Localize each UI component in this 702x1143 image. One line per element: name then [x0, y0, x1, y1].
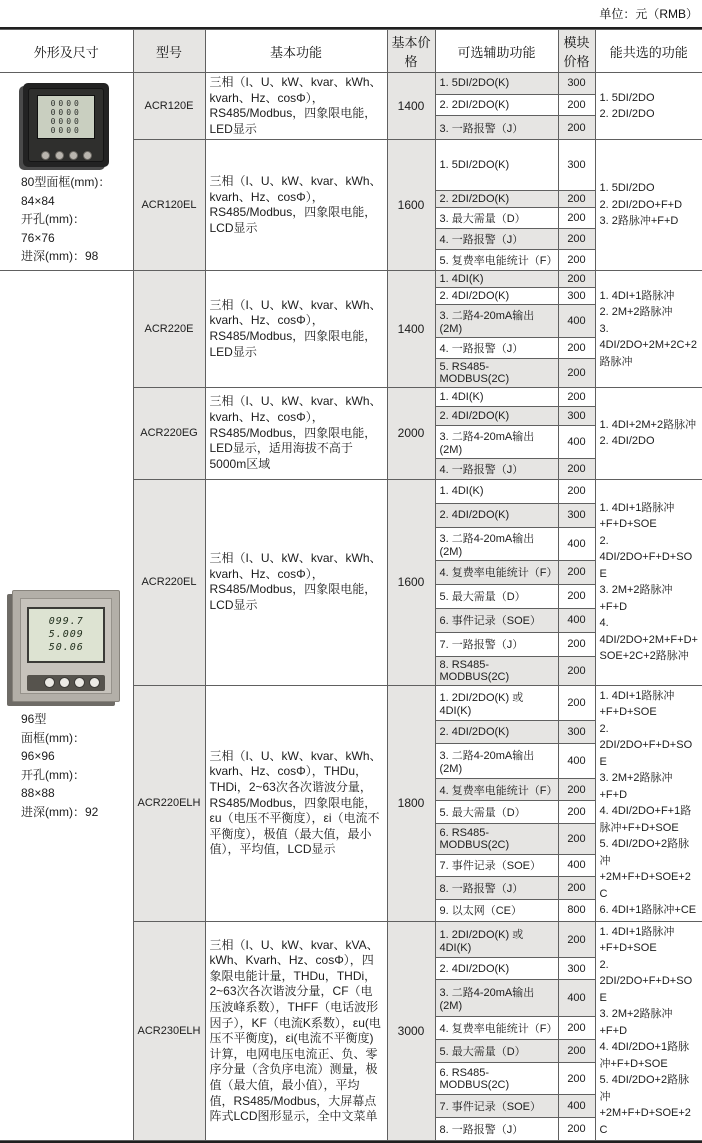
aux-price-cell: 200 [558, 632, 595, 656]
column-header: 能共选的功能 [595, 30, 702, 73]
basic-function-cell: 三相（I、U、kW、kvar、kWh、kvarh、Hz、cosΦ），RS485/Modbus，四象限电能，LED显示 [205, 73, 387, 140]
basic-price-cell: 1600 [387, 479, 435, 685]
aux-price-cell: 200 [558, 1063, 595, 1095]
meter-display [37, 95, 95, 139]
aux-function-cell: 2. 2DI/2DO(K) [435, 94, 558, 116]
aux-price-cell: 300 [558, 140, 595, 191]
aux-price-cell: 200 [558, 207, 595, 228]
meter-button [69, 151, 78, 160]
aux-price-cell: 200 [558, 778, 595, 800]
shared-functions-cell [595, 387, 702, 479]
aux-price-cell: 200 [558, 270, 595, 287]
aux-price-cell: 200 [558, 479, 595, 503]
model-cell: ACR120EL [133, 140, 205, 271]
aux-price-cell: 400 [558, 980, 595, 1016]
dimension-line: 开孔(mm)： [21, 767, 85, 782]
aux-function-cell: 3. 二路4-20mA输出(2M) [435, 527, 558, 560]
column-header: 模块价格 [558, 30, 595, 73]
aux-price-cell: 200 [558, 358, 595, 387]
aux-price-cell: 200 [558, 387, 595, 406]
shared-function-item: 1. 4DI+1路脉冲+F+D+SOE [599, 689, 675, 719]
meter-display-line: 5.009 [48, 629, 84, 641]
dimension-text [21, 173, 129, 266]
shared-function-item: 1. 4DI+1路脉冲+F+D+SOE [599, 501, 675, 531]
basic-function-cell: 三相（I、U、kW、kvar、kWh、kvarh、Hz、cosΦ），RS485/Modbus，四象限电能，LED显示，适用海拔不高于5000m区域 [205, 387, 387, 479]
aux-price-cell: 300 [558, 721, 595, 743]
aux-price-cell: 300 [558, 958, 595, 980]
meter-button [74, 677, 85, 688]
shared-functions-cell [595, 479, 702, 685]
aux-price-cell: 200 [558, 656, 595, 685]
shared-function-item: 5. 4DI/2DO+2路脉冲+2M+F+D+SOE+2C [599, 838, 691, 900]
meter-display [27, 607, 105, 663]
aux-price-cell: 300 [558, 287, 595, 304]
basic-price-cell: 2000 [387, 387, 435, 479]
meter-buttons [27, 675, 105, 691]
aux-price-cell: 400 [558, 1095, 595, 1118]
aux-function-cell: 3. 二路4-20mA输出(2M) [435, 304, 558, 337]
aux-function-cell: 1. 4DI(K) [435, 479, 558, 503]
shared-function-item: 2. 2DI/2DO [599, 108, 655, 121]
shared-function-item: 1. 4DI+1路脉冲 [599, 289, 675, 302]
model-cell: ACR220E [133, 270, 205, 387]
meter-display-line: 0000 [50, 117, 82, 126]
column-header: 外形及尺寸 [0, 30, 133, 73]
shared-function-item: 2. 4DI/2DO [599, 435, 655, 448]
shared-functions-cell [595, 270, 702, 387]
dimension-line: 面框(mm)： [21, 730, 85, 745]
shared-function-item: 2. 2DI/2DO+F+D+SOE [599, 958, 693, 1004]
model-cell: ACR220ELH [133, 685, 205, 921]
shared-functions-cell [595, 685, 702, 921]
basic-price-cell: 1800 [387, 685, 435, 921]
aux-function-cell: 1. 4DI(K) [435, 387, 558, 406]
meter-button [89, 677, 100, 688]
column-header: 基本功能 [205, 30, 387, 73]
aux-function-cell: 3. 二路4-20mA输出(2M) [435, 980, 558, 1016]
spec-table-wrap [0, 27, 702, 1143]
meter-display-line: 0000 [50, 108, 82, 117]
dimension-line: 88×88 [21, 786, 55, 801]
shared-function-item: 1. 5DI/2DO [599, 91, 655, 104]
dimension-line: 96型 [21, 711, 47, 726]
aux-function-cell: 2. 2DI/2DO(K) [435, 190, 558, 207]
aux-function-cell: 2. 4DI/2DO(K) [435, 287, 558, 304]
basic-function-cell: 三相（I、U、kW、kvar、kWh、kvarh、Hz、cosΦ），RS485/Modbus，四象限电能，LCD显示 [205, 140, 387, 271]
aux-price-cell: 200 [558, 337, 595, 358]
aux-price-cell: 200 [558, 685, 595, 720]
aux-function-cell: 5. 最大需量（D） [435, 1039, 558, 1062]
aux-function-cell: 4. 复费率电能统计（F） [435, 560, 558, 584]
spec-row [0, 270, 702, 287]
spec-table [0, 29, 702, 1141]
meter-button [44, 677, 55, 688]
shared-function-item: 4. 4DI/2DO+F+1路脉冲+F+D+SOE [599, 805, 692, 834]
basic-function-cell: 三相（I、U、kW、kvar、kWh、kvarh、Hz、cosΦ），RS485/Modbus，四象限电能，LED显示 [205, 270, 387, 387]
dimension-line: 84×84 [21, 193, 55, 208]
aux-price-cell: 400 [558, 608, 595, 632]
aux-price-cell: 200 [558, 94, 595, 116]
aux-function-cell: 1. 2DI/2DO(K) 或4DI(K) [435, 921, 558, 957]
aux-function-cell: 2. 4DI/2DO(K) [435, 721, 558, 743]
dimension-line: 开孔(mm)： [21, 212, 85, 227]
aux-function-cell: 9. 以太网（CE） [435, 899, 558, 921]
aux-price-cell: 200 [558, 584, 595, 608]
aux-price-cell: 400 [558, 304, 595, 337]
aux-function-cell: 3. 二路4-20mA输出(2M) [435, 743, 558, 778]
aux-function-cell: 8. 一路报警（J） [435, 1118, 558, 1141]
aux-function-cell: 8. 一路报警（J） [435, 877, 558, 899]
meter-button [83, 151, 92, 160]
spec-row [0, 73, 702, 95]
meter-button [55, 151, 64, 160]
dimension-cell [0, 73, 133, 271]
aux-function-cell: 3. 二路4-20mA输出(2M) [435, 425, 558, 458]
meter-display-line: 099.7 [48, 616, 84, 628]
aux-price-cell: 400 [558, 743, 595, 778]
dimension-line: 96×96 [21, 749, 55, 764]
aux-price-cell: 200 [558, 228, 595, 249]
shared-function-item: 3. 2M+2路脉冲+F+D [599, 584, 673, 613]
aux-price-cell: 200 [558, 458, 595, 479]
dimension-text [21, 710, 129, 822]
unit-note: 单位：元（RMB） [599, 7, 698, 21]
meter-buttons [23, 151, 109, 160]
column-header: 型号 [133, 30, 205, 73]
model-cell: ACR220EL [133, 479, 205, 685]
shared-functions-cell [595, 140, 702, 271]
aux-function-cell: 2. 4DI/2DO(K) [435, 406, 558, 425]
spec-table-body [0, 73, 702, 1141]
aux-price-cell: 200 [558, 1039, 595, 1062]
aux-function-cell: 4. 一路报警（J） [435, 337, 558, 358]
aux-price-cell: 200 [558, 801, 595, 823]
shared-function-item: 1. 4DI+2M+2路脉冲 [599, 418, 697, 431]
aux-function-cell: 7. 事件记录（SOE） [435, 1095, 558, 1118]
shared-function-item: 2. 2DI/2DO+F+D [599, 198, 683, 211]
aux-price-cell: 400 [558, 854, 595, 876]
basic-function-cell: 三相（I、U、kW、kvar、kVA、kWh、Kvarh、Hz、cosΦ），四象限电能计量，THDu，THDi，2~63次各次谐波分量，CF（电压波峰系数），THFF（电话波形因子），KF（电流K系数），εu(电压不平衡度)，εi(电流不平衡度) 计算，电网电压电流正、负、零序分量（含负序电流）测量，极值（最大值，最小值），平均值，RS485/Modbus，大屏幕点阵式LCD图形显示，全中文菜单 [205, 921, 387, 1141]
aux-price-cell: 300 [558, 73, 595, 95]
shared-functions-cell [595, 921, 702, 1141]
basic-function-cell: 三相（I、U、kW、kvar、kWh、kvarh、Hz、cosΦ），THDu，THDi，2~63次各次谐波分量，RS485/Modbus，四象限电能，εu（电压不平衡度），εi（电流不平衡度），极值（最大值，最小值），平均值，LCD显示 [205, 685, 387, 921]
dimension-cell [0, 270, 133, 1141]
aux-price-cell: 200 [558, 116, 595, 140]
column-header: 可选辅助功能 [435, 30, 558, 73]
meter-display-line: 50.06 [48, 642, 84, 654]
aux-function-cell: 5. RS485-MODBUS(2C) [435, 358, 558, 387]
aux-function-cell: 7. 一路报警（J） [435, 632, 558, 656]
shared-function-item: 3. 2路脉冲+F+D [599, 215, 679, 228]
aux-function-cell: 4. 复费率电能统计（F） [435, 778, 558, 800]
aux-function-cell: 6. 事件记录（SOE） [435, 608, 558, 632]
basic-price-cell: 3000 [387, 921, 435, 1141]
aux-function-cell: 3. 一路报警（J） [435, 116, 558, 140]
aux-function-cell: 7. 事件记录（SOE） [435, 854, 558, 876]
shared-function-item: 5. 4DI/2DO+2路脉冲+2M+F+D+SOE+2C [599, 1074, 691, 1136]
aux-price-cell: 200 [558, 877, 595, 899]
basic-price-cell: 1600 [387, 140, 435, 271]
aux-function-cell: 4. 一路报警（J） [435, 228, 558, 249]
shared-function-item: 3. 4DI/2DO+2M+2C+2路脉冲 [599, 322, 698, 368]
meter-photo-96 [12, 590, 120, 702]
aux-price-cell: 800 [558, 899, 595, 921]
meter-display-line: 0000 [50, 126, 82, 135]
aux-price-cell: 400 [558, 527, 595, 560]
meter-button [41, 151, 50, 160]
aux-function-cell: 5. 最大需量（D） [435, 584, 558, 608]
aux-function-cell: 6. RS485-MODBUS(2C) [435, 1063, 558, 1095]
aux-function-cell: 2. 4DI/2DO(K) [435, 958, 558, 980]
shared-function-item: 3. 2M+2路脉冲+F+D [599, 772, 673, 801]
aux-function-cell: 1. 2DI/2DO(K) 或4DI(K) [435, 685, 558, 720]
basic-function-cell: 三相（I、U、kW、kvar、kWh、kvarh、Hz、cosΦ），RS485/Modbus，四象限电能，LCD显示 [205, 479, 387, 685]
shared-function-item: 4. 4DI/2DO+2M+F+D+SOE+2C+2路脉冲 [599, 617, 698, 663]
shared-function-item: 2. 2DI/2DO+F+D+SOE [599, 722, 693, 768]
shared-function-item: 4. 4DI/2DO+1路脉冲+F+D+SOE [599, 1041, 690, 1070]
aux-function-cell: 8. RS485-MODBUS(2C) [435, 656, 558, 685]
shared-function-item: 1. 4DI+1路脉冲+F+D+SOE [599, 925, 675, 955]
aux-function-cell: 5. 复费率电能统计（F） [435, 249, 558, 270]
aux-function-cell: 1. 5DI/2DO(K) [435, 140, 558, 191]
aux-price-cell: 200 [558, 190, 595, 207]
aux-function-cell: 4. 复费率电能统计（F） [435, 1016, 558, 1039]
aux-function-cell: 1. 4DI(K) [435, 270, 558, 287]
aux-price-cell: 200 [558, 1016, 595, 1039]
meter-button [59, 677, 70, 688]
dimension-line: 76×76 [21, 230, 55, 245]
dimension-line: 进深(mm)：92 [21, 804, 99, 819]
model-cell: ACR220EG [133, 387, 205, 479]
shared-functions-cell [595, 73, 702, 140]
aux-price-cell: 300 [558, 503, 595, 527]
meter-display-line: 0000 [50, 99, 82, 108]
aux-function-cell: 5. 最大需量（D） [435, 801, 558, 823]
aux-price-cell: 200 [558, 823, 595, 854]
dimension-line: 进深(mm)：98 [21, 249, 99, 264]
aux-price-cell: 200 [558, 249, 595, 270]
shared-function-item: 3. 2M+2路脉冲+F+D [599, 1008, 673, 1037]
meter-photo-80 [23, 83, 109, 167]
aux-function-cell: 6. RS485-MODBUS(2C) [435, 823, 558, 854]
basic-price-cell: 1400 [387, 270, 435, 387]
shared-function-item: 2. 2M+2路脉冲 [599, 306, 673, 319]
shared-function-item: 1. 5DI/2DO [599, 182, 655, 195]
basic-price-cell: 1400 [387, 73, 435, 140]
shared-function-item: 6. 4DI+1路脉冲+CE [599, 904, 697, 917]
aux-price-cell: 400 [558, 425, 595, 458]
header-row [0, 30, 702, 73]
model-cell: ACR120E [133, 73, 205, 140]
aux-function-cell: 2. 4DI/2DO(K) [435, 503, 558, 527]
aux-function-cell: 3. 最大需量（D） [435, 207, 558, 228]
aux-price-cell: 200 [558, 560, 595, 584]
aux-price-cell: 200 [558, 1118, 595, 1141]
aux-function-cell: 4. 一路报警（J） [435, 458, 558, 479]
model-cell: ACR230ELH [133, 921, 205, 1141]
aux-function-cell: 1. 5DI/2DO(K) [435, 73, 558, 95]
dimension-line: 80型面框(mm)： [21, 175, 111, 189]
aux-price-cell: 300 [558, 406, 595, 425]
column-header: 基本价格 [387, 30, 435, 73]
shared-function-item: 2. 4DI/2DO+F+D+SOE [599, 534, 693, 580]
aux-price-cell: 200 [558, 921, 595, 957]
